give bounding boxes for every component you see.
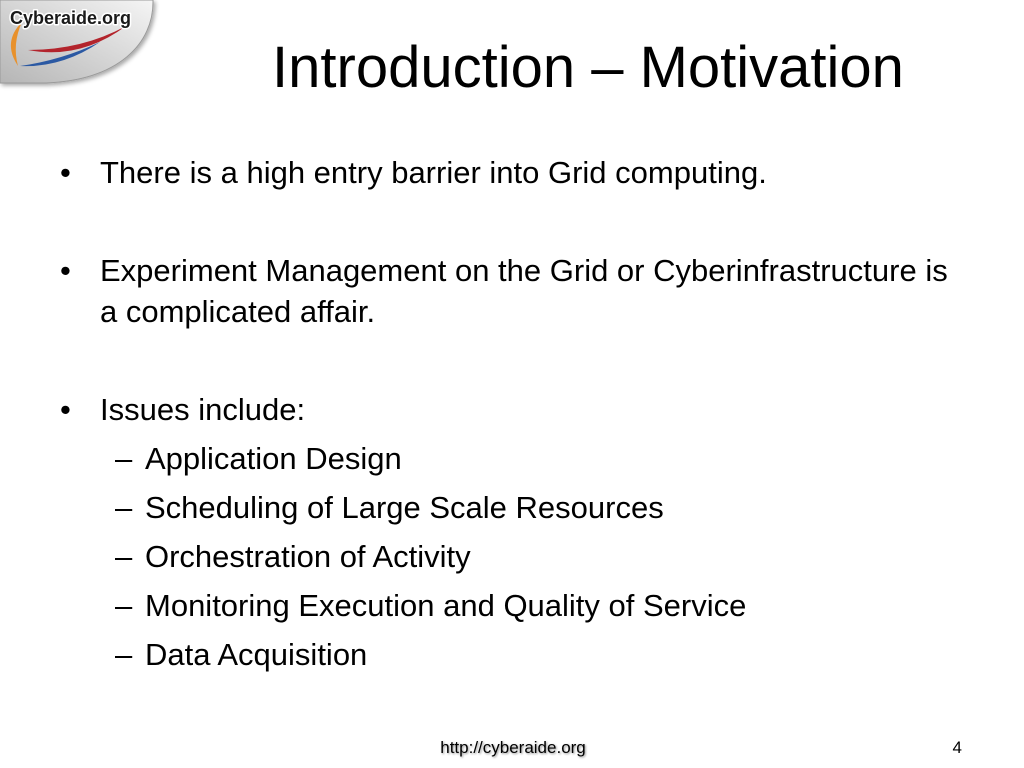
sub-bullet-item: [0, 438, 1024, 479]
sub-bullet-text: Data Acquisition: [145, 637, 368, 672]
sub-bullet-marker: –: [115, 490, 133, 525]
bullet-item: [0, 152, 1024, 193]
sub-bullet-marker: –: [115, 441, 133, 476]
cyberaide-logo: [0, 0, 160, 92]
footer-url: http://cyberaide.org: [440, 738, 586, 757]
bullet-text: There is a high entry barrier into Grid computing.: [100, 155, 767, 190]
sub-bullet-marker: –: [115, 539, 133, 574]
sub-bullet-item: [0, 634, 1024, 675]
logo-text: Cyberaide.org: [10, 8, 132, 28]
slide-title: Introduction – Motivation: [272, 35, 904, 100]
bullet-marker: •: [60, 155, 71, 190]
bullet-item: [0, 250, 1024, 329]
sub-bullet-item: [0, 536, 1024, 577]
bullet-marker: •: [60, 392, 71, 427]
bullet-text: Experiment Management on the Grid or Cyberinfrastructure is a complicated affair.: [100, 253, 948, 329]
bullet-text: Issues include:: [100, 392, 306, 427]
sub-bullet-marker: –: [115, 637, 133, 672]
bullet-item: [0, 389, 1024, 430]
sub-bullet-text: Scheduling of Large Scale Resources: [145, 490, 664, 525]
sub-bullet-item: [0, 585, 1024, 626]
page-number: 4: [952, 738, 962, 757]
bullet-marker: •: [60, 253, 71, 288]
sub-bullet-text: Monitoring Execution and Quality of Service: [145, 588, 747, 623]
sub-bullet-text: Application Design: [145, 441, 402, 476]
sub-bullet-text: Orchestration of Activity: [145, 539, 471, 574]
sub-bullet-marker: –: [115, 588, 133, 623]
sub-bullet-item: [0, 487, 1024, 528]
